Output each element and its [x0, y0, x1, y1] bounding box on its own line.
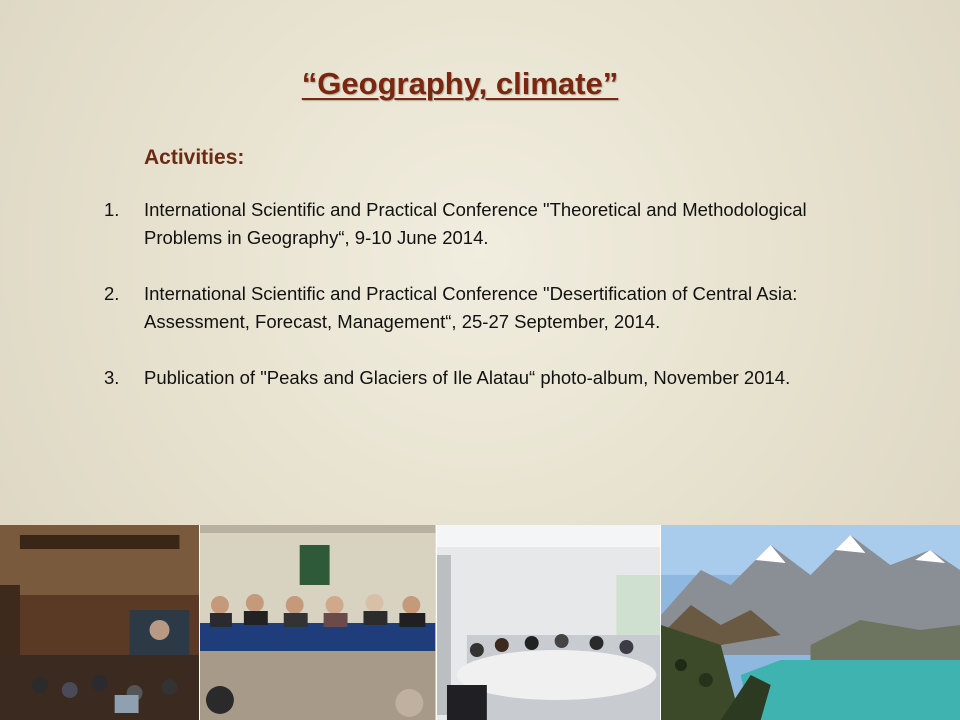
slide-title: “Geography, climate” — [301, 66, 619, 101]
list-item — [104, 280, 864, 336]
list-item — [104, 364, 864, 392]
list-item — [104, 196, 864, 252]
presidium-photo — [199, 525, 435, 720]
list-item-text: International Scientific and Practical Conference "Desertification of Central Asia: Assessment, Forecast, Management“, 25-27 September, 2014. — [144, 283, 798, 332]
photo-strip — [0, 525, 960, 720]
activities-list — [104, 196, 864, 420]
list-item-number: 1. — [104, 199, 120, 220]
list-item-number: 3. — [104, 367, 120, 388]
list-item-text: Publication of "Peaks and Glaciers of Ile Alatau“ photo-album, November 2014. — [144, 367, 791, 388]
activities-heading: Activities: — [144, 146, 245, 169]
list-item-text: International Scientific and Practical Conference "Theoretical and Methodological Problems in Geography“, 9-10 June 2014. — [144, 199, 807, 248]
mountain-lake-photo — [660, 525, 960, 720]
list-item-number: 2. — [104, 283, 120, 304]
seminar-room-photo — [436, 525, 660, 720]
conference-hall-photo — [0, 525, 199, 720]
